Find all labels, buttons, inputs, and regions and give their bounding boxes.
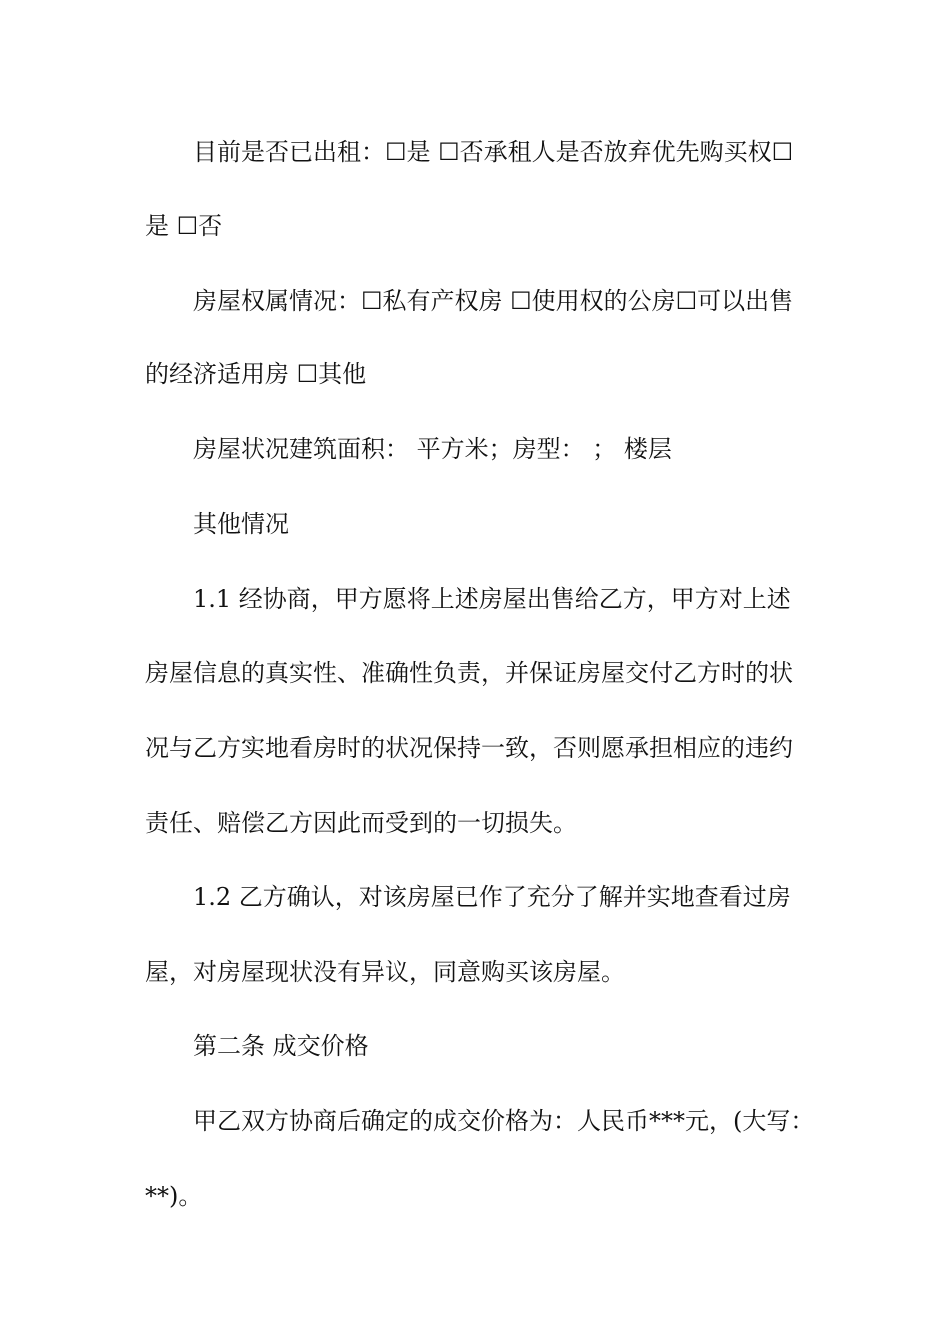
text-line: **)。 [145,1182,203,1210]
text-line: 1.2 乙方确认，对该房屋已作了充分了解并实地查看过房 [193,883,791,911]
text-line: 况与乙方实地看房时的状况保持一致，否则愿承担相应的违约 [145,734,793,762]
section-heading: 第二条 成交价格 [193,1032,369,1060]
text-line: 目前是否已出租：☐是 ☐否承租人是否放弃优先购买权☐ [193,138,794,166]
text-line: 房屋状况建筑面积： 平方米；房型： ； 楼层 [193,435,672,463]
text-line: 屋，对房屋现状没有异议，同意购买该房屋。 [145,958,625,986]
text-line: 责任、赔偿乙方因此而受到的一切损失。 [145,809,577,837]
text-line: 1.1 经协商，甲方愿将上述房屋出售给乙方，甲方对上述 [193,585,791,613]
text-line: 房屋信息的真实性、准确性负责，并保证房屋交付乙方时的状 [145,659,793,687]
text-line: 是 ☐否 [145,212,223,240]
text-line: 的经济适用房 ☐其他 [145,360,367,388]
section-heading: 其他情况 [193,510,289,538]
text-line: 甲乙双方协商后确定的成交价格为：人民币***元，(大写： [193,1107,815,1135]
text-line: 房屋权属情况：☐私有产权房 ☐使用权的公房☐可以出售 [193,287,794,315]
